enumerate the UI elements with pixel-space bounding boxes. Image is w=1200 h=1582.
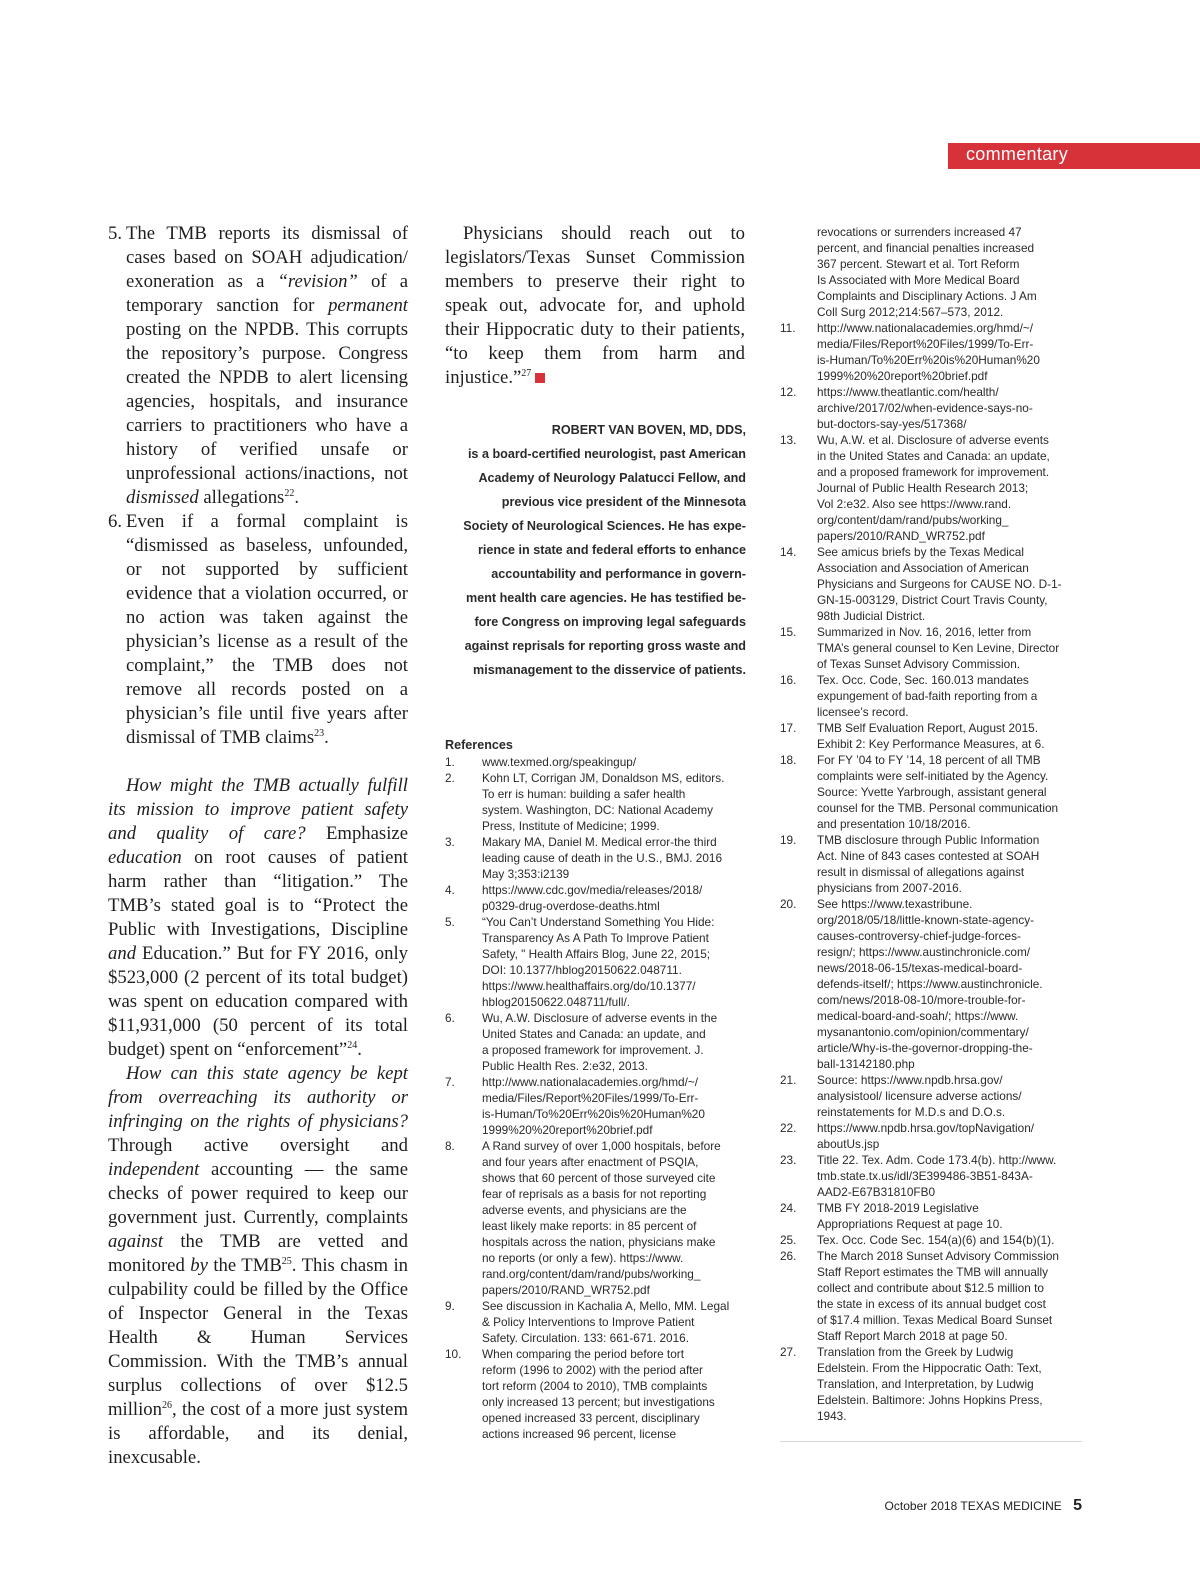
reference-line: counsel for the TMB. Personal communication xyxy=(817,801,1059,815)
footnote-ref: 27 xyxy=(521,367,532,379)
reference-line: Wu, A.W. Disclosure of adverse events in the xyxy=(482,1011,718,1025)
reference-line: Public Health Res. 2:e32, 2013. xyxy=(482,1059,648,1073)
reference-number: 20. xyxy=(780,897,797,911)
reference-line: TMB disclosure through Public Information xyxy=(817,833,1040,847)
reference-line: http://www.nationalacademies.org/hmd/~/ xyxy=(482,1075,699,1089)
reference-item xyxy=(445,1346,745,1442)
reference-line: revocations or surrenders increased 47 xyxy=(817,225,1022,239)
reference-line: medical-board-and-soah/; https://www. xyxy=(817,1009,1019,1023)
reference-line: org/content/dam/rand/pubs/working_ xyxy=(817,513,1009,527)
section-label: commentary xyxy=(966,144,1069,164)
reference-item xyxy=(780,384,1082,432)
reference-line: TMA’s general counsel to Ken Levine, Director xyxy=(817,641,1060,655)
text-run: the TMB xyxy=(207,1255,282,1276)
reference-number: 1. xyxy=(445,755,455,769)
reference-item xyxy=(780,752,1082,832)
text-run: , the cost of a more just system is affordable, and its denial, inexcusable. xyxy=(108,1399,408,1468)
bio-line: ROBERT VAN BOVEN, MD, DDS, xyxy=(551,423,746,437)
reference-line: 1999%20%20report%20brief.pdf xyxy=(817,369,988,383)
reference-line: 367 percent. Stewart et al. Tort Reform xyxy=(817,257,1020,271)
text-run: accounting — the same checks of power required to keep our government just. Currently, complaints xyxy=(108,1159,408,1228)
reference-line: “You Can’t Understand Something You Hide: xyxy=(482,915,715,929)
reference-line: United States and Canada: an update, and xyxy=(482,1027,706,1041)
reference-line: and presentation 10/18/2016. xyxy=(817,817,971,831)
reference-line: shows that 60 percent of those surveyed cite xyxy=(482,1171,716,1185)
reference-line: of $17.4 million. Texas Medical Board Sunset xyxy=(817,1313,1053,1327)
footnote-ref: 26 xyxy=(162,1399,172,1411)
reference-line: A Rand survey of over 1,000 hospitals, before xyxy=(482,1139,721,1153)
publication-name: TEXAS MEDICINE xyxy=(960,1499,1062,1513)
reference-item xyxy=(780,1248,1082,1344)
reference-line: complaints were self-initiated by the Agency. xyxy=(817,769,1049,783)
reference-line: p0329-drug-overdose-deaths.html xyxy=(482,899,660,913)
reference-line: Exhibit 2: Key Performance Measures, at 6. xyxy=(817,737,1045,751)
reference-line: opened increased 33 percent, disciplinary xyxy=(482,1411,700,1425)
reference-line: actions increased 96 percent, license xyxy=(482,1427,677,1441)
reference-item xyxy=(445,1138,745,1298)
reference-item xyxy=(780,432,1082,544)
footnote-ref: 23 xyxy=(314,727,325,739)
reference-line: causes-controversy-chief-judge-forces- xyxy=(817,929,1021,943)
reference-line: DOI: 10.1377/hblog20150622.048711. xyxy=(482,963,682,977)
reference-line: no reports (or only a few). https://www. xyxy=(482,1251,684,1265)
reference-line: Source: Yvette Yarbrough, assistant general xyxy=(817,785,1047,799)
reference-number: 26. xyxy=(780,1249,797,1263)
section-banner xyxy=(948,143,1200,169)
text-run: . xyxy=(357,1039,362,1060)
reference-number: 5. xyxy=(445,915,455,929)
reference-line: TMB Self Evaluation Report, August 2015. xyxy=(817,721,1038,735)
emphasis: “revision” xyxy=(277,271,358,292)
reference-line: expungement of bad-faith reporting from a xyxy=(817,689,1038,703)
reference-number: 15. xyxy=(780,625,797,639)
reference-line: Physicians and Surgeons for CAUSE NO. D-1- xyxy=(817,577,1062,591)
reference-item xyxy=(445,834,745,882)
reference-item xyxy=(780,672,1082,720)
reference-line: physicians from 2007-2016. xyxy=(817,881,962,895)
text-run: . xyxy=(324,727,329,748)
article-column-2 xyxy=(445,222,745,390)
emphasis: independent xyxy=(108,1159,200,1180)
reference-line: Tex. Occ. Code Sec. 154(a)(6) and 154(b)(1). xyxy=(817,1233,1055,1247)
reference-line: Staff Report estimates the TMB will annually xyxy=(817,1265,1049,1279)
reference-line: https://www.cdc.gov/media/releases/2018/ xyxy=(482,883,703,897)
reference-line: Press, Institute of Medicine; 1999. xyxy=(482,819,660,833)
reference-item xyxy=(780,896,1082,1072)
reference-line: www.texmed.org/speakingup/ xyxy=(482,755,637,769)
reference-line: but-doctors-say-yes/517368/ xyxy=(817,417,967,431)
reference-line: result in dismissal of allegations against xyxy=(817,865,1025,879)
emphasis: and xyxy=(108,943,137,964)
bio-line: is a board-certified neurologist, past American xyxy=(467,447,746,461)
reference-line: Transparency As A Path To Improve Patient xyxy=(482,931,709,945)
emphasis: permanent xyxy=(328,295,408,316)
reference-item xyxy=(780,720,1082,752)
emphasis: How can this state agency be kept from overreaching its authority or infringing on the rights of physicians? xyxy=(108,1063,408,1132)
reference-line: For FY ’04 to FY ’14, 18 percent of all TMB xyxy=(817,753,1041,767)
article-column-1 xyxy=(108,222,408,1470)
text-run: the TMB are vetted and monitored xyxy=(108,1231,408,1276)
emphasis: dismissed xyxy=(126,487,199,508)
reference-number: 7. xyxy=(445,1075,455,1089)
reference-line: GN-15-003129, District Court Travis County, xyxy=(817,593,1048,607)
reference-line: percent, and financial penalties increased xyxy=(817,241,1035,255)
bio-line: previous vice president of the Minnesota xyxy=(501,495,746,509)
reference-line: See amicus briefs by the Texas Medical xyxy=(817,545,1024,559)
reference-continuation xyxy=(780,224,1082,320)
list-number: 5. xyxy=(108,223,123,244)
bio-line: Society of Neurological Sciences. He has expe- xyxy=(463,519,746,533)
paragraph-physicians xyxy=(445,222,745,390)
reference-line: defends-itself/; https://www.austinchronicle. xyxy=(817,977,1043,991)
reference-item xyxy=(445,882,745,914)
reference-number: 3. xyxy=(445,835,455,849)
reference-item xyxy=(780,320,1082,384)
reference-line: Edelstein. From the Hippocratic Oath: Text, xyxy=(817,1361,1042,1375)
reference-line: Tex. Occ. Code, Sec. 160.013 mandates xyxy=(817,673,1029,687)
emphasis: against xyxy=(108,1231,164,1252)
reference-number: 16. xyxy=(780,673,797,687)
reference-number: 11. xyxy=(780,321,796,335)
reference-number: 9. xyxy=(445,1299,455,1313)
reference-line: system. Washington, DC: National Academy xyxy=(482,803,714,817)
paragraph-education xyxy=(108,774,408,1062)
reference-line: rand.org/content/dam/rand/pubs/working_ xyxy=(482,1267,701,1281)
reference-number: 18. xyxy=(780,753,797,767)
bio-line: mismanagement to the disservice of patients. xyxy=(473,663,746,677)
text-run: on root causes of patient harm rather than “litigation.” The TMB’s stated goal is to “Protect the Public with Investigations, Discipline xyxy=(108,847,408,940)
references-heading: References xyxy=(445,738,513,752)
reference-line: May 3;353:i2139 xyxy=(482,867,570,881)
emphasis: by xyxy=(190,1255,208,1276)
reference-line: Vol 2:e32. Also see https://www.rand. xyxy=(817,497,1012,511)
reference-line: org/2018/05/18/little-known-state-agency- xyxy=(817,913,1035,927)
reference-line: resign/; https://www.austinchronicle.com/ xyxy=(817,945,1031,959)
reference-number: 21. xyxy=(780,1073,797,1087)
text-run: of a temporary sanction for xyxy=(126,271,408,316)
reference-line: Safety. Circulation. 133: 661-671. 2016. xyxy=(482,1331,690,1345)
reference-item xyxy=(445,770,745,834)
reference-line: Staff Report March 2018 at page 50. xyxy=(817,1329,1008,1343)
reference-line: Kohn LT, Corrigan JM, Donaldson MS, editors. xyxy=(482,771,725,785)
reference-line: hospitals across the nation, physicians make xyxy=(482,1235,716,1249)
reference-line: See https://www.texastribune. xyxy=(817,897,973,911)
text-run: . xyxy=(294,487,299,508)
text-run: allegations xyxy=(198,487,285,508)
text-run: Emphasize xyxy=(305,823,408,844)
reference-line: of Texas Sunset Advisory Commission. xyxy=(817,657,1021,671)
reference-line: & Policy Interventions to Improve Patient xyxy=(482,1315,695,1329)
page-number: 5 xyxy=(1073,1497,1082,1514)
reference-item xyxy=(780,544,1082,624)
reference-line: article/Why-is-the-governor-dropping-the- xyxy=(817,1041,1033,1055)
text-run: The TMB reports its dismissal of cases based on SOAH adjudication/ exoneration as a xyxy=(126,223,408,292)
reference-line: is-Human/To%20Err%20is%20Human%20 xyxy=(482,1107,705,1121)
reference-line: only increased 13 percent; but investigations xyxy=(482,1395,715,1409)
footnote-ref: 22 xyxy=(284,487,295,499)
reference-line: media/Files/Report%20Files/1999/To-Err- xyxy=(482,1091,699,1105)
reference-line: Makary MA, Daniel M. Medical error-the third xyxy=(482,835,717,849)
reference-line: fear of reprisals as a basis for not reporting xyxy=(482,1187,707,1201)
reference-line: hblog20150622.048711/full/. xyxy=(482,995,631,1009)
text-run: Through active oversight and xyxy=(108,1135,408,1156)
references-list-2 xyxy=(780,224,1082,1424)
reference-line: news/2018-06-15/texas-medical-board- xyxy=(817,961,1023,975)
reference-line: media/Files/Report%20Files/1999/To-Err- xyxy=(817,337,1034,351)
reference-item xyxy=(780,624,1082,672)
reference-line: least likely make reports: in 85 percent of xyxy=(482,1219,697,1233)
reference-line: collect and contribute about $12.5 million to xyxy=(817,1281,1044,1295)
reference-line: papers/2010/RAND_WR752.pdf xyxy=(482,1283,650,1297)
text-run: Physicians should reach out to legislators/Texas Sunset Commission members to preserve their right to speak out, advocate for, and uphold their Hippocratic duty to their patients, “to keep them from harm and injustice.” xyxy=(445,223,745,388)
reference-line: analysistool/ licensure adverse actions/ xyxy=(817,1089,1022,1103)
issue-date: October 2018 xyxy=(884,1499,958,1513)
list-item-5 xyxy=(108,222,408,510)
reference-line: aboutUs.jsp xyxy=(817,1137,880,1151)
reference-number: 13. xyxy=(780,433,797,447)
reference-item xyxy=(780,832,1082,896)
divider xyxy=(780,1441,1082,1442)
paragraph-oversight xyxy=(108,1062,408,1470)
reference-line: Coll Surg 2012;214:567–573, 2012. xyxy=(817,305,1004,319)
reference-number: 25. xyxy=(780,1233,797,1247)
reference-line: See discussion in Kachalia A, Mello, MM. Legal xyxy=(482,1299,730,1313)
reference-line: AAD2-E67B31810FB0 xyxy=(817,1185,936,1199)
text-run: . This chasm in culpability could be filled by the Office of Inspector General in the Texas Health & Human Services Commission. With the TMB’s annual surplus collections of over $12.5 million xyxy=(108,1255,408,1420)
reference-item xyxy=(445,1074,745,1138)
reference-item xyxy=(445,1298,745,1346)
reference-line: https://www.npdb.hrsa.gov/topNavigation/ xyxy=(817,1121,1035,1135)
reference-line: 1943. xyxy=(817,1409,847,1423)
reference-line: Edelstein. Baltimore: Johns Hopkins Press, xyxy=(817,1393,1043,1407)
reference-item xyxy=(445,1010,745,1074)
bio-line: against reprisals for reporting gross waste and xyxy=(464,639,746,653)
reference-number: 6. xyxy=(445,1011,455,1025)
reference-line: 98th Judicial District. xyxy=(817,609,926,623)
reference-line: ball-13142180.php xyxy=(817,1057,915,1071)
reference-line: Title 22. Tex. Adm. Code 173.4(b). http://www. xyxy=(817,1153,1057,1167)
reference-number: 2. xyxy=(445,771,455,785)
reference-line: Source: https://www.npdb.hrsa.gov/ xyxy=(817,1073,1003,1087)
reference-line: To err is human: building a safer health xyxy=(482,787,686,801)
reference-line: mysanantonio.com/opinion/commentary/ xyxy=(817,1025,1029,1039)
reference-number: 19. xyxy=(780,833,797,847)
reference-item xyxy=(780,1344,1082,1424)
reference-line: archive/2017/02/when-evidence-says-no- xyxy=(817,401,1033,415)
reference-number: 23. xyxy=(780,1153,797,1167)
list-number: 6. xyxy=(108,511,123,532)
reference-line: https://www.theatlantic.com/health/ xyxy=(817,385,999,399)
bio-line: rience in state and federal efforts to enhance xyxy=(477,543,746,557)
bio-line: ment health care agencies. He has testified be- xyxy=(466,591,746,605)
reference-line: is-Human/To%20Err%20is%20Human%20 xyxy=(817,353,1040,367)
reference-line: and four years after enactment of PSQIA, xyxy=(482,1155,699,1169)
reference-number: 4. xyxy=(445,883,455,897)
bio-line: accountability and performance in govern- xyxy=(491,567,746,581)
reference-number: 17. xyxy=(780,721,797,735)
reference-line: Association and Association of American xyxy=(817,561,1029,575)
reference-item xyxy=(780,1232,1082,1248)
reference-line: leading cause of death in the U.S., BMJ. 2016 xyxy=(482,851,723,865)
reference-item xyxy=(445,754,745,770)
reference-line: 1999%20%20report%20brief.pdf xyxy=(482,1123,653,1137)
reference-line: When comparing the period before tort xyxy=(482,1347,684,1361)
reference-line: licensee’s record. xyxy=(817,705,909,719)
reference-line: TMB FY 2018-2019 Legislative xyxy=(817,1201,979,1215)
author-bio xyxy=(445,418,746,682)
reference-line: The March 2018 Sunset Advisory Commission xyxy=(817,1249,1059,1263)
reference-line: Appropriations Request at page 10. xyxy=(817,1217,1003,1231)
end-mark-icon xyxy=(535,373,545,383)
reference-number: 14. xyxy=(780,545,797,559)
reference-line: a proposed framework for improvement. J. xyxy=(482,1043,704,1057)
text-run: Even if a formal complaint is “dismissed as baseless, unfounded, or not supported by sufficient evidence that a violation occurred, or no action was taken against the physician’s license as a result of the complaint,” the TMB does not remove all records posted on a physician’s file until five years after dismissal of TMB claims xyxy=(126,511,408,748)
reference-number: 12. xyxy=(780,385,797,399)
reference-line: com/news/2018-08-10/more-trouble-for- xyxy=(817,993,1026,1007)
reference-line: adverse events, and physicians are the xyxy=(482,1203,687,1217)
reference-line: reinstatements for M.D.s and D.O.s. xyxy=(817,1105,1006,1119)
reference-line: Translation, and Interpretation, by Ludwig xyxy=(817,1377,1034,1391)
text-run: Education.” But for FY 2016, only $523,000 (2 percent of its total budget) was spent on education compared with $11,931,000 (50 percent of its total budget) spent on “enforcement” xyxy=(108,943,408,1060)
reference-line: the state in excess of its annual budget cost xyxy=(817,1297,1046,1311)
reference-line: Wu, A.W. et al. Disclosure of adverse events xyxy=(817,433,1049,447)
reference-line: http://www.nationalacademies.org/hmd/~/ xyxy=(817,321,1034,335)
reference-line: reform (1996 to 2002) with the period after xyxy=(482,1363,703,1377)
reference-line: https://www.healthaffairs.org/do/10.1377/ xyxy=(482,979,696,993)
reference-item xyxy=(780,1120,1082,1152)
footnote-ref: 25 xyxy=(281,1255,292,1267)
list-item-6 xyxy=(108,510,408,750)
references-list-1 xyxy=(445,737,745,1442)
reference-item xyxy=(780,1200,1082,1232)
bio-line: Academy of Neurology Palatucci Fellow, and xyxy=(478,471,746,485)
reference-line: Is Associated with More Medical Board xyxy=(817,273,1020,287)
reference-line: Act. Nine of 843 cases contested at SOAH xyxy=(817,849,1040,863)
reference-item xyxy=(780,1152,1082,1200)
emphasis: education xyxy=(108,847,182,868)
reference-line: Summarized in Nov. 16, 2016, letter from xyxy=(817,625,1032,639)
text-run: posting on the NPDB. This corrupts the repository’s purpose. Congress created the NPDB to alert licensing agencies, hospitals, and insurance carriers to practitioners who have a history of verified unsafe or unprofessional actions/inactions, not xyxy=(126,319,408,484)
reference-item xyxy=(780,1072,1082,1120)
reference-line: tort reform (2004 to 2010), TMB complaints xyxy=(482,1379,708,1393)
emphasis: How might the TMB actually fulfill its mission to improve patient safety and quality of care? xyxy=(108,775,408,844)
reference-item xyxy=(445,914,745,1010)
reference-line: Complaints and Disciplinary Actions. J Am xyxy=(817,289,1037,303)
footnote-ref: 24 xyxy=(347,1039,358,1051)
reference-line: tmb.state.tx.us/idl/3E399486-3B51-843A- xyxy=(817,1169,1033,1183)
reference-number: 24. xyxy=(780,1201,797,1215)
reference-line: and a proposed framework for improvement. xyxy=(817,465,1050,479)
page-footer xyxy=(860,1497,1082,1515)
reference-number: 22. xyxy=(780,1121,797,1135)
reference-number: 27. xyxy=(780,1345,797,1359)
bio-line: fore Congress on improving legal safeguards xyxy=(474,615,746,629)
reference-line: in the United States and Canada: an update, xyxy=(817,449,1050,463)
reference-line: Translation from the Greek by Ludwig xyxy=(817,1345,1014,1359)
reference-number: 8. xyxy=(445,1139,455,1153)
reference-line: Safety, " Health Affairs Blog, June 22, 2015; xyxy=(482,947,711,961)
reference-line: Journal of Public Health Research 2013; xyxy=(817,481,1029,495)
reference-line: papers/2010/RAND_WR752.pdf xyxy=(817,529,985,543)
reference-number: 10. xyxy=(445,1347,462,1361)
